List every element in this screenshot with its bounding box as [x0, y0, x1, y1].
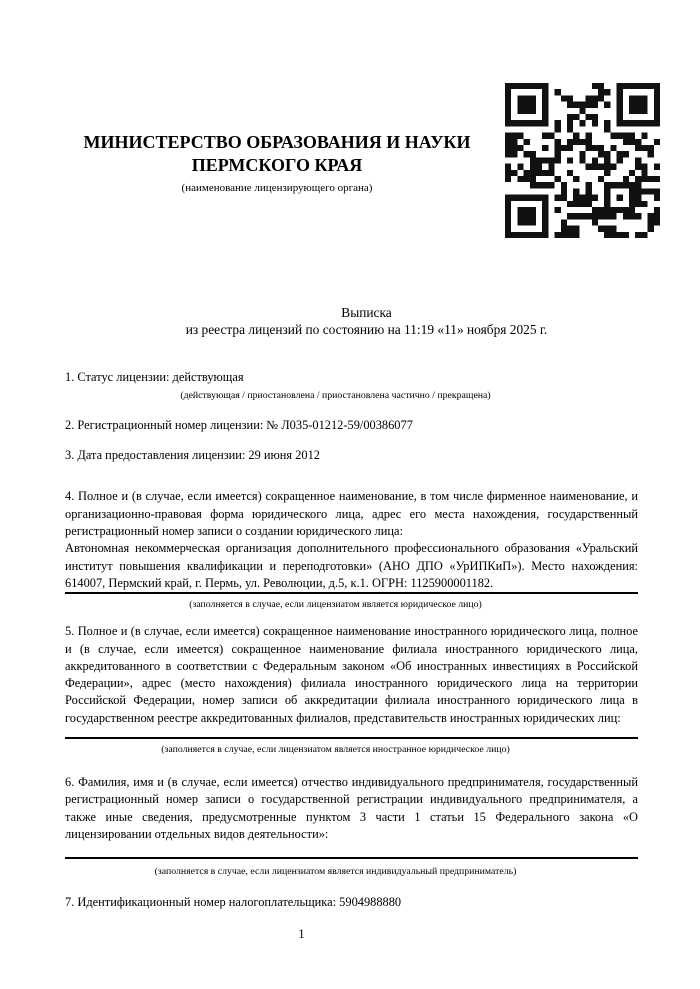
item-4-caption: (заполняется в случае, если лицензиатом является юридическое лицо)	[189, 599, 482, 611]
item-4-value-line: институт повышения квалификации и переподготовки» (АНО ДПО «УрИПКиП»). Место нахождения:	[65, 558, 638, 573]
item-1-status-options-caption: (действующая / приостановлена / приостановлена частично / прекращена)	[180, 389, 491, 401]
fill-in-line	[65, 857, 638, 859]
fill-in-line	[65, 737, 638, 739]
page-number: 1	[298, 927, 305, 941]
item-5-text-line: 5. Полное и (в случае, если имеется) сокращенное наименование иностранного юридического лица, полное	[65, 624, 638, 639]
item-6-text-line: 6. Фамилия, имя и (в случае, если имеется) отчество индивидуального предпринимателя, государственный	[65, 775, 638, 790]
item-6-text-line: регистрационный номер записи о государственной регистрации индивидуального предпринимателя, а	[65, 792, 638, 807]
item-5-caption: (заполняется в случае, если лицензиатом является иностранное юридическое лицо)	[161, 744, 510, 756]
document-title-line1: Выписка	[341, 305, 392, 320]
item-6-text-line: лицензировании отдельных видов деятельности»:	[65, 826, 329, 841]
document-content	[65, 0, 638, 912]
item-4-text-line: регистрационный номер записи о создании юридического лица:	[65, 524, 403, 539]
item-4-value-line: 614007, Пермский край, г. Пермь, ул. Революции, д.5, к.1. ОГРН: 1125900001182.	[65, 575, 494, 590]
item-6-caption: (заполняется в случае, если лицензиатом является индивидуальный предприниматель)	[154, 866, 517, 878]
item-4-value-line: Автономная некоммерческая организация дополнительного профессионального образования «Уральский	[65, 541, 638, 556]
item-7-taxpayer-number: 7. Идентификационный номер налогоплательщика: 5904988880	[65, 895, 402, 910]
item-5-text-line: Российской Федерации, номер записи об аккредитации филиала иностранного юридического лица в	[65, 693, 638, 708]
licensing-authority-caption: (наименование лицензирующего органа)	[181, 182, 373, 194]
item-4-text-line: организационно-правовая форма юридического лица, адрес его места нахождения, государственный	[65, 506, 638, 521]
item-5-text-line: государственном реестре аккредитованных филиалов, представительств иностранных юридических лиц:	[65, 710, 621, 725]
item-3-license-date: 3. Дата предоставления лицензии: 29 июня 2012	[65, 448, 321, 463]
item-4-text-line: 4. Полное и (в случае, если имеется) сокращенное наименование, в том числе фирменное наименование, и	[65, 489, 638, 504]
item-5-foreign-entity-block	[65, 623, 638, 727]
item-2-registration-number: 2. Регистрационный номер лицензии: № Л035-01212-59/00386077	[65, 417, 413, 432]
item-6-text-line: также иные сведения, предусмотренные пунктом 3 части 1 статьи 15 Федерального закона «О	[65, 809, 638, 824]
item-5-text-line: Федерации», адрес (место нахождения) филиала иностранного юридического лица на территории	[65, 676, 638, 691]
item-5-text-line: аккредитованного в соответствии с Федеральным законом «Об иностранных инвестициях в Российской	[65, 658, 638, 673]
document-title-line2: из реестра лицензий по состоянию на 11:19 «11» ноября 2025 г.	[185, 322, 548, 338]
item-5-text-line: и (в случае, если имеется) сокращенное наименование филиала иностранного юридического лица,	[65, 641, 638, 656]
ministry-name-line1: МИНИСТЕРСТВО ОБРАЗОВАНИЯ И НАУКИ	[83, 132, 471, 152]
item-1-license-status: 1. Статус лицензии: действующая	[65, 369, 244, 384]
document-title	[80, 304, 653, 339]
ministry-name	[65, 131, 489, 177]
item-4-legal-entity-block	[65, 488, 638, 592]
item-6-entrepreneur-block	[65, 774, 638, 843]
fill-in-line	[65, 592, 638, 594]
ministry-name-line2: ПЕРМСКОГО КРАЯ	[191, 155, 363, 175]
